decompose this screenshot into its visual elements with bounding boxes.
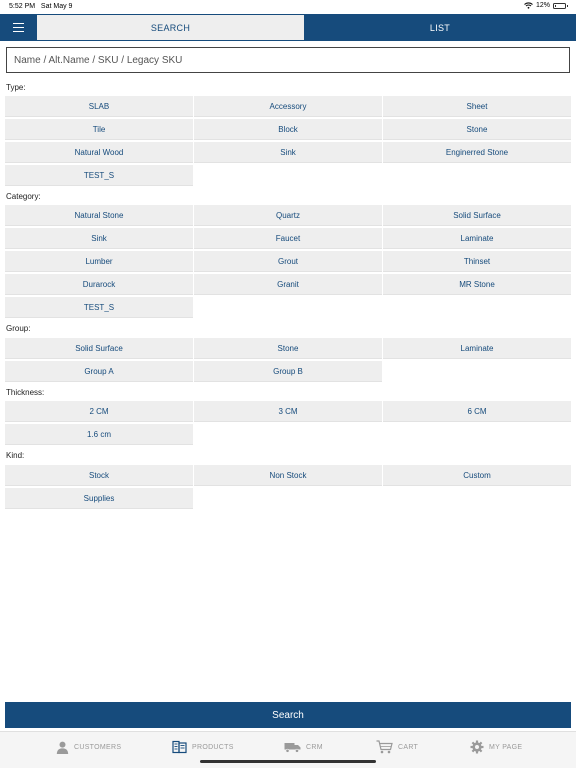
option-lumber[interactable]: Lumber — [5, 251, 193, 272]
option-non-stock[interactable]: Non Stock — [194, 465, 382, 486]
status-time: 5:52 PM Sat May 9 — [9, 3, 73, 10]
option-accessory[interactable]: Accessory — [194, 96, 382, 117]
option-stock[interactable]: Stock — [5, 465, 193, 486]
battery-percent: 12% — [535, 2, 550, 9]
option-stone[interactable]: Stone — [383, 119, 571, 140]
option-slab[interactable]: SLAB — [5, 96, 193, 117]
option-laminate[interactable]: Laminate — [383, 228, 571, 249]
option-supplies[interactable]: Supplies — [5, 488, 193, 509]
option-test-s[interactable]: TEST_S — [5, 165, 193, 186]
gear-icon — [470, 740, 484, 754]
person-icon — [56, 741, 69, 754]
option-thinset[interactable]: Thinset — [383, 251, 571, 272]
category-options — [5, 205, 571, 318]
tab-list[interactable]: LIST — [429, 22, 451, 33]
option-group-a[interactable]: Group A — [5, 361, 193, 382]
option-group-b[interactable]: Group B — [194, 361, 382, 382]
option-durarock[interactable]: Durarock — [5, 274, 193, 295]
option-test-s[interactable]: TEST_S — [5, 297, 193, 318]
option-tile[interactable]: Tile — [5, 119, 193, 140]
wifi-icon — [524, 2, 533, 9]
option-sink[interactable]: Sink — [5, 228, 193, 249]
option-block[interactable]: Block — [194, 119, 382, 140]
products-icon — [172, 740, 187, 754]
search-input[interactable] — [6, 47, 570, 73]
search-button[interactable]: Search — [5, 702, 571, 728]
option-enginerred-stone[interactable]: Enginerred Stone — [383, 142, 571, 163]
option-quartz[interactable]: Quartz — [194, 205, 382, 226]
option-2-cm[interactable]: 2 CM — [5, 401, 193, 422]
top-nav-bar — [0, 14, 576, 41]
option-faucet[interactable]: Faucet — [194, 228, 382, 249]
option-1-6-cm[interactable]: 1.6 cm — [5, 424, 193, 445]
option-natural-stone[interactable]: Natural Stone — [5, 205, 193, 226]
menu-icon[interactable] — [0, 14, 37, 41]
home-indicator — [200, 760, 376, 763]
option-solid-surface[interactable]: Solid Surface — [5, 338, 193, 359]
option-stone[interactable]: Stone — [194, 338, 382, 359]
battery-icon — [553, 3, 566, 9]
tab-customers[interactable]: CUSTOMERS — [56, 739, 121, 755]
option-grout[interactable]: Grout — [194, 251, 382, 272]
tab-cart[interactable]: CART — [376, 739, 418, 755]
tab-my-page[interactable]: MY PAGE — [470, 739, 522, 755]
section-label-type: Type: — [6, 83, 26, 92]
tab-products[interactable]: PRODUCTS — [172, 739, 234, 755]
section-label-kind: Kind: — [6, 451, 25, 460]
thickness-options — [5, 401, 571, 445]
option-natural-wood[interactable]: Natural Wood — [5, 142, 193, 163]
status-bar — [0, 0, 576, 14]
section-label-group: Group: — [6, 324, 31, 333]
type-options — [5, 96, 571, 186]
section-label-thickness: Thickness: — [6, 388, 45, 397]
truck-icon — [284, 741, 301, 753]
cart-icon — [376, 740, 393, 754]
option-custom[interactable]: Custom — [383, 465, 571, 486]
option-granit[interactable]: Granit — [194, 274, 382, 295]
option-3-cm[interactable]: 3 CM — [194, 401, 382, 422]
tab-crm[interactable]: CRM — [284, 739, 323, 755]
kind-options — [5, 465, 571, 509]
section-label-category: Category: — [6, 192, 41, 201]
tab-search[interactable]: SEARCH — [37, 15, 304, 40]
option-solid-surface[interactable]: Solid Surface — [383, 205, 571, 226]
option-sheet[interactable]: Sheet — [383, 96, 571, 117]
option-6-cm[interactable]: 6 CM — [383, 401, 571, 422]
group-options — [5, 338, 571, 382]
option-sink[interactable]: Sink — [194, 142, 382, 163]
option-mr-stone[interactable]: MR Stone — [383, 274, 571, 295]
option-laminate[interactable]: Laminate — [383, 338, 571, 359]
